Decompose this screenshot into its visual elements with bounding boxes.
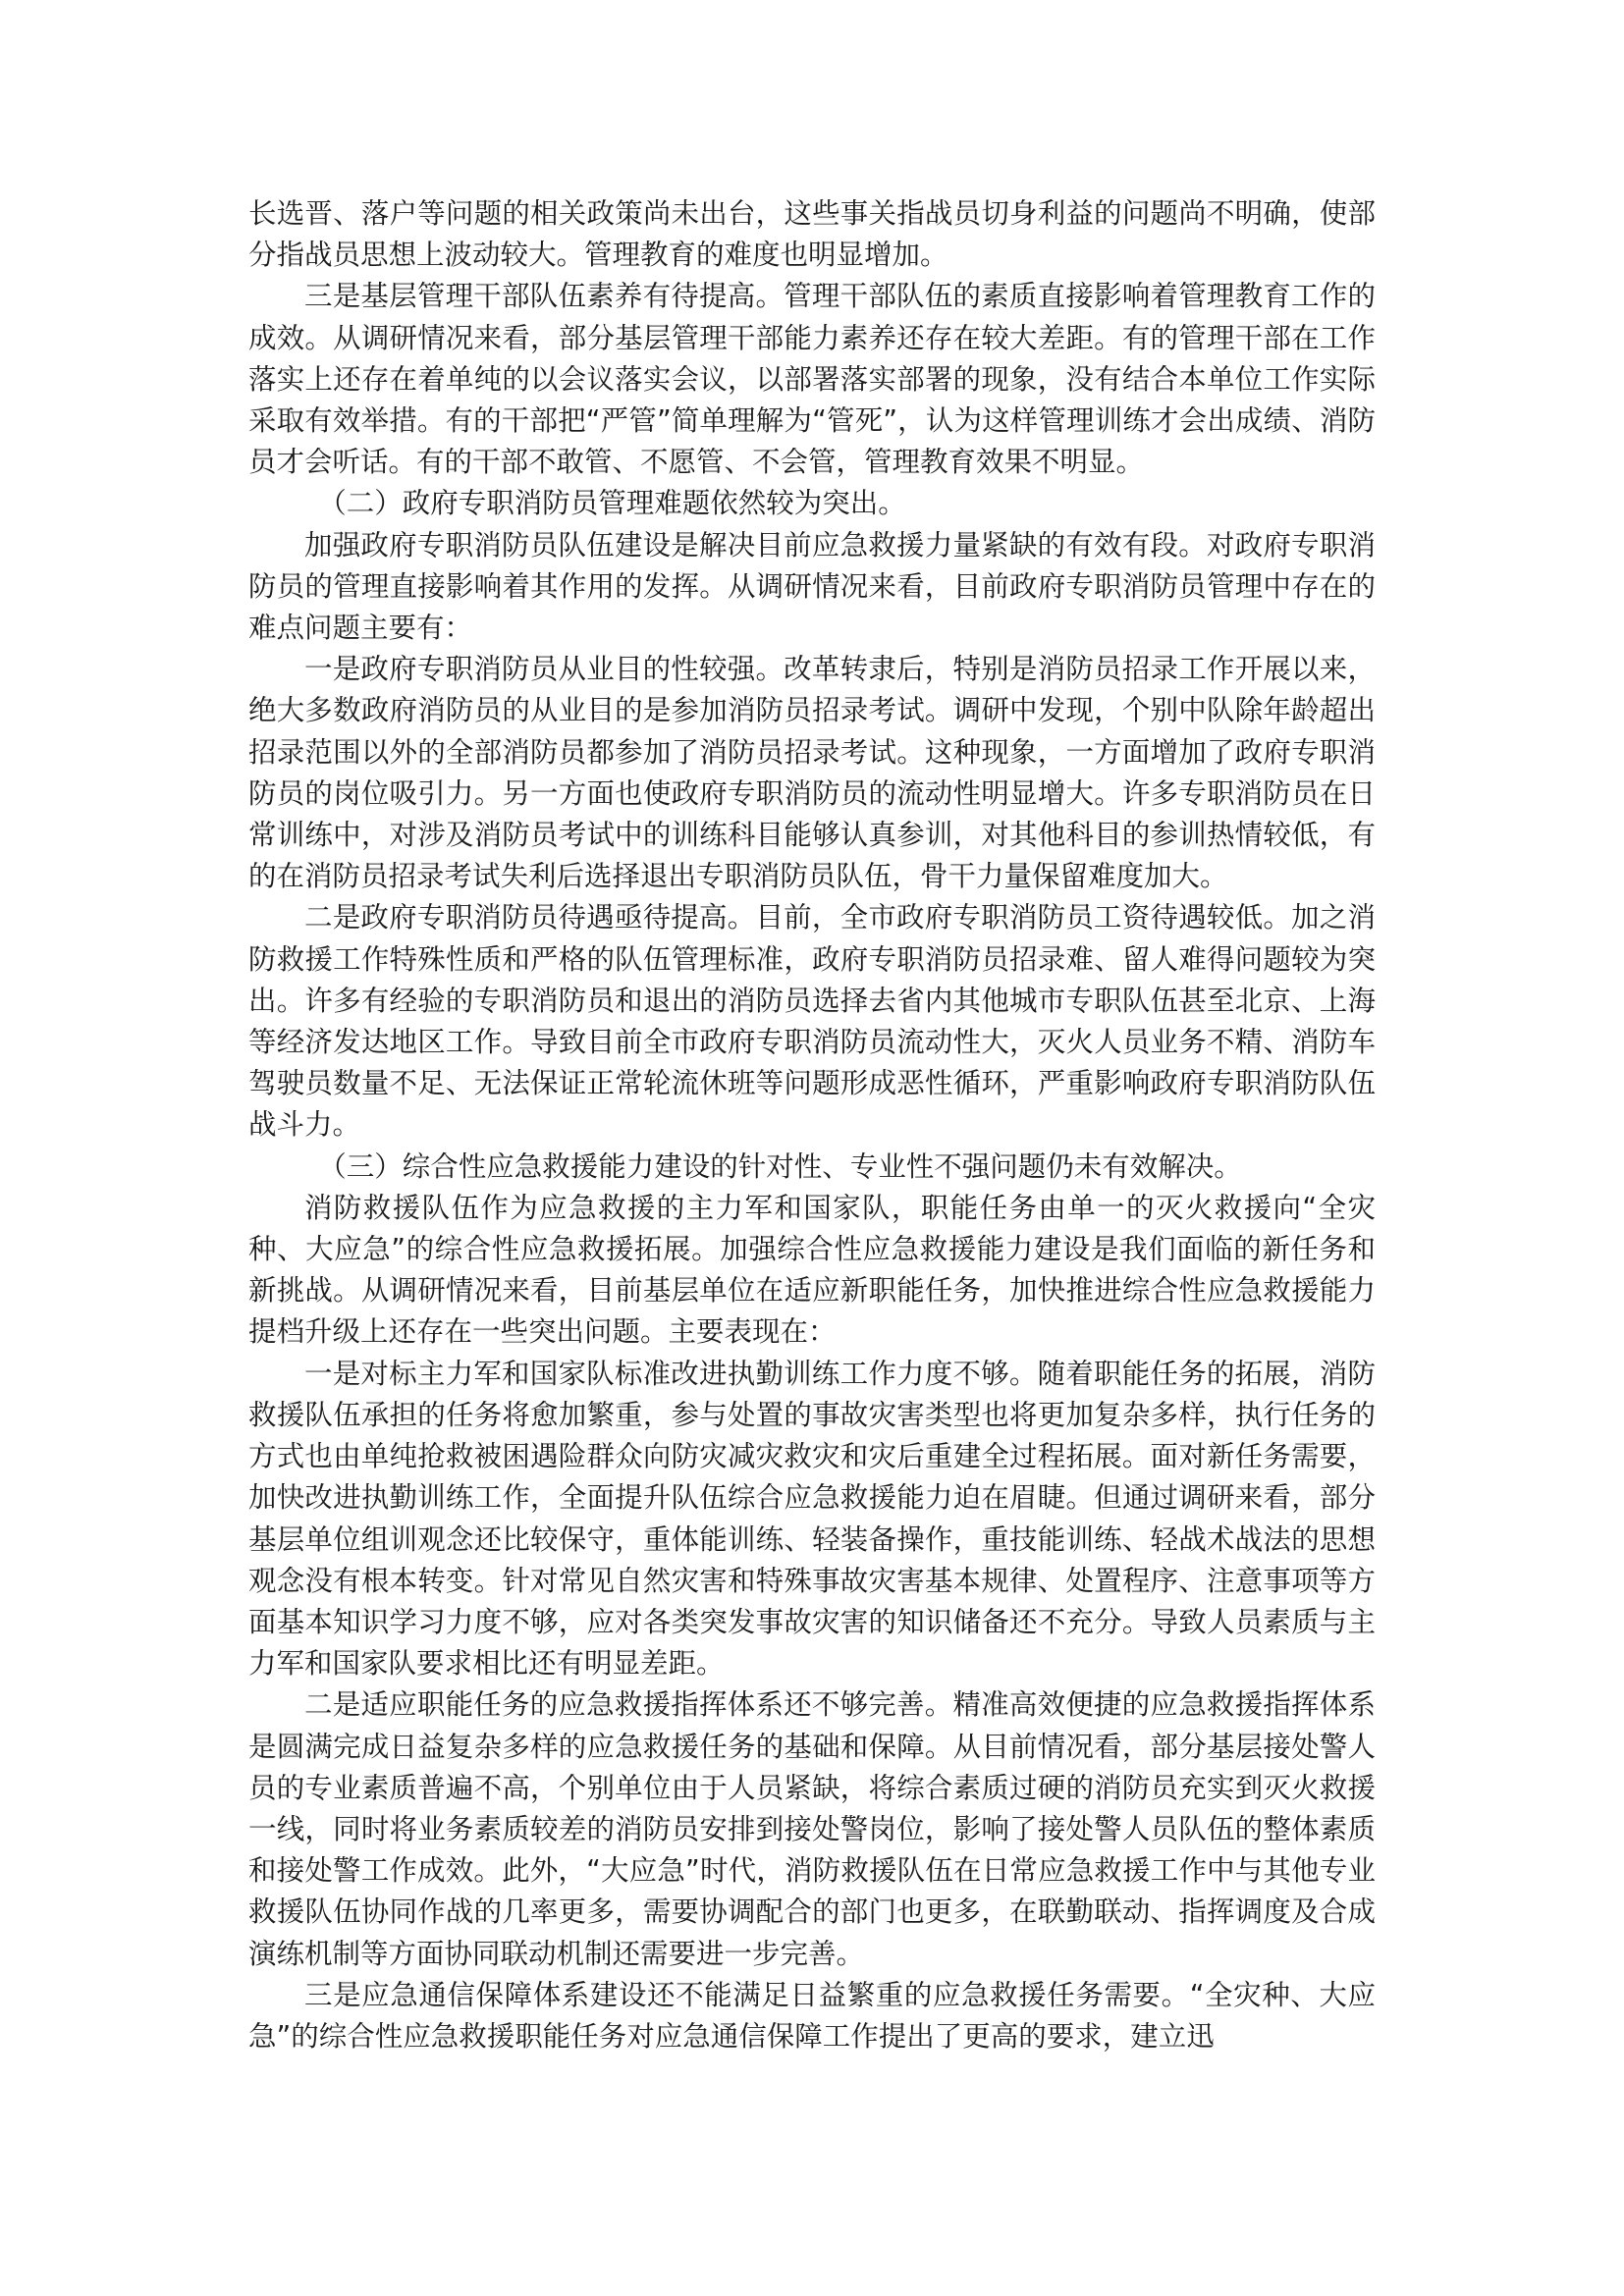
paragraph-training: 一是对标主力军和国家队标准改进执勤训练工作力度不够。随着职能任务的拓展，消防救援队伍承担的任务将愈加繁重，参与处置的事故灾害类型也将更加复杂多样，执行任务的方式也由单纯抢救被困遇险群众向防灾减灾救灾和灾后重建全过程拓展。面对新任务需要，加快改进执勤训练工作，全面提升队伍综合应急救援能力迫在眉睫。但通过调研来看，部分基层单位组训观念还比较保守，重体能训练、轻装备操作，重技能训练、轻战术战法的思想观念没有根本转变。针对常见自然灾害和特殊事故灾害基本规律、处置程序、注意事项等方面基本知识学习力度不够，应对各类突发事故灾害的知识储备还不充分。导致人员素质与主力军和国家队要求相比还有明显差距。	[248, 1357, 1376, 1681]
paragraph-communications: 三是应急通信保障体系建设还不能满足日益繁重的应急救援任务需要。“全灾种、大应急”的综合性应急救援职能任务对应急通信保障工作提出了更高的要求，建立迅	[248, 1978, 1376, 2053]
paragraph-fulltime-pay: 二是政府专职消防员待遇亟待提高。目前，全市政府专职消防员工资待遇较低。加之消防救援工作特殊性质和严格的队伍管理标准，政府专职消防员招录难、留人难得问题较为突出。许多有经验的专职消防员和退出的消防员选择去省内其他城市专职队伍甚至北京、上海等经济发达地区工作。导致目前全市政府专职消防员流动性大，灭火人员业务不精、消防车驾驶员数量不足、无法保证正常轮流休班等问题形成恶性循环，严重影响政府专职消防队伍战斗力。	[248, 901, 1376, 1142]
section-heading-3: （三）综合性应急救援能力建设的针对性、专业性不强问题仍未有效解决。	[318, 1149, 1242, 1183]
paragraph-fulltime-intro: 加强政府专职消防员队伍建设是解决目前应急救援力量紧缺的有效有段。对政府专职消防员的管理直接影响着其作用的发挥。从调研情况来看，目前政府专职消防员管理中存在的难点问题主要有：	[248, 528, 1376, 645]
paragraph-fulltime-purpose: 一是政府专职消防员从业目的性较强。改革转隶后，特别是消防员招录工作开展以来，绝大多数政府消防员的从业目的是参加消防员招录考试。调研中发现，个别中队除年龄超出招录范围以外的全部消防员都参加了消防员招录考试。这种现象，一方面增加了政府专职消防员的岗位吸引力。另一方面也使政府专职消防员的流动性明显增大。许多专职消防员在日常训练中，对涉及消防员考试中的训练科目能够认真参训，对其他科目的参训热情较低，有的在消防员招录考试失利后选择退出专职消防员队伍，骨干力量保留难度加大。	[248, 653, 1376, 893]
paragraph-command-system: 二是适应职能任务的应急救援指挥体系还不够完善。精准高效便捷的应急救援指挥体系是圆满完成日益复杂多样的应急救援任务的基础和保障。从目前情况看，部分基层接处警人员的专业素质普遍不高，个别单位由于人员紧缺，将综合素质过硬的消防员充实到灭火救援一线，同时将业务素质较差的消防员安排到接处警岗位，影响了接处警人员队伍的整体素质和接处警工作成效。此外，“大应急”时代，消防救援队伍在日常应急救援工作中与其他专业救援队伍协同作战的几率更多，需要协调配合的部门也更多，在联勤联动、指挥调度及合成演练机制等方面协同联动机制还需要进一步完善。	[248, 1688, 1376, 1970]
document-page	[248, 193, 1376, 2057]
paragraph-continuation: 长选晋、落户等问题的相关政策尚未出台，这些事关指战员切身利益的问题尚不明确，使部分指战员思想上波动较大。管理教育的难度也明显增加。	[248, 197, 1376, 272]
paragraph-grassroots-cadre: 三是基层管理干部队伍素养有待提高。管理干部队伍的素质直接影响着管理教育工作的成效。从调研情况来看，部分基层管理干部能力素养还存在较大差距。有的管理干部在工作落实上还存在着单纯的以会议落实会议，以部署落实部署的现象，没有结合本单位工作实际采取有效举措。有的干部把“严管”简单理解为“管死”，认为这样管理训练才会出成绩、消防员才会听话。有的干部不敢管、不愿管、不会管，管理教育效果不明显。	[248, 280, 1376, 479]
paragraph-emergency-intro: 消防救援队伍作为应急救援的主力军和国家队，职能任务由单一的灭火救援向“全灾种、大应急”的综合性应急救援拓展。加强综合性应急救援能力建设是我们面临的新任务和新挑战。从调研情况来看，目前基层单位在适应新职能任务，加快推进综合性应急救援能力提档升级上还存在一些突出问题。主要表现在：	[248, 1191, 1376, 1349]
section-heading-2: （二）政府专职消防员管理难题依然较为突出。	[318, 487, 906, 520]
